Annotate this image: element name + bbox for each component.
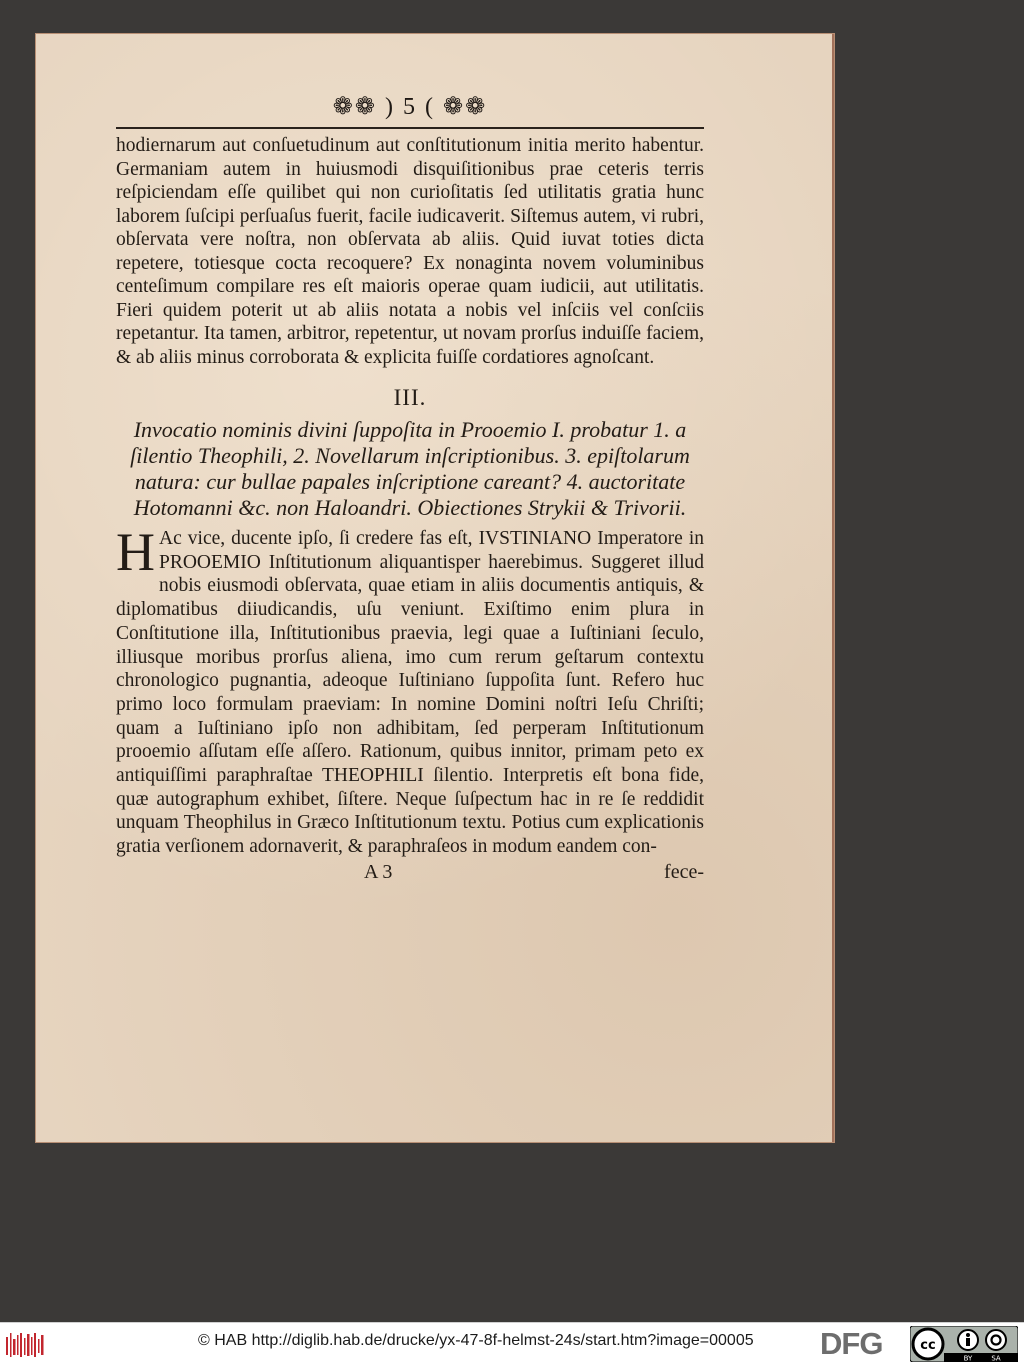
viewer-footer-bar [0, 1322, 1024, 1365]
section-heading: Invocatio nominis divini ſuppoſita in Prooemio I. probatur 1. a ſilentio Theophili, 2. Novellarum inſcriptionibus. 3. epiſtolarum natura: cur bullae papales inſcriptione careant? 4. auctoritate Hotomanni &c. non Haloandri. Obiectiones Strykii & Trivorii. [130, 417, 690, 520]
running-head [116, 92, 704, 126]
paragraph-1-text: hodiernarum aut conſuetudinum aut conſtitutionum initia merito habentur. Germaniam autem in huiusmodi disquiſitionibus prae ceteris terris reſpiciendam eſſe quilibet qui non curioſitatis ſed utilitatis gratia hunc laborem ſuſcipi perſuaſus fuerit, facile iudicaverit. Siſtemus autem, vi rubri, obſervata vere noſtra, non obſervata ab aliis. Quid iuvat toties dicta repetere, totiesque cocta recoquere? Ex nonaginta novem voluminibus centeſimum compilare res eſt maioris operae quam iudicii, aut utilitatis. Fieri quidem poterit ut ab aliis notata a nobis vel inſciis vel conſciis repetantur. Ita tamen, arbitror, repetentur, ut novam prorſus induiſſe faciem, & ab aliis minus corroborata & explicita fuiſſe cordatiores agnoſcant. [116, 135, 704, 368]
running-head-text: ❁❁ ) 5 ( ❁❁ [332, 94, 488, 120]
page-content [116, 92, 704, 885]
copyright-link[interactable]: © HAB http://diglib.hab.de/drucke/yx-47-8f-helmst-24s/start.htm?image=00005 [198, 1332, 754, 1349]
paragraph-1 [116, 134, 704, 369]
book-page [36, 34, 834, 1142]
cc-by-sa-icon[interactable] [910, 1326, 1018, 1362]
section-number: III. [393, 385, 427, 410]
page-footer [116, 861, 704, 885]
svg-text:BY: BY [963, 1354, 973, 1362]
svg-text:SA: SA [991, 1354, 1001, 1362]
paragraph-2-text: Ac vice, ducente ipſo, ſi credere fas eſt, IVSTINIANO Imperatore in PROOEMIO Inſtitutionum aliquantisper haerebimus. Suggeret illud nobis eiusmodi obſervata, quae etiam in aliis documentis antiquis, & diplomatibus diiudicandis, uſu veniunt. Exiſtimo enim plura in Conſtitutione illa, Inſtitutionibus praevia, legi quae a Iuſtiniani ſeculo, illiusque moribus prorſus aliena, imo cum rerum geſtarum contextu chronologico pugnantia, adeoque Iuſtiniano ſuppoſita ſunt. Refero huc primo loco formulam praeviam: In nomine Domini noſtri Ieſu Chriſti; quam a Iuſtiniano ipſo non adhibitam, ſed perperam Inſtitutionum prooemio aſſutam eſſe aſſero. Rationum, quibus innitor, primam peto ex antiquiſſimi paraphraſtae THEOPHILI ſilentio. Interpretis eſt bona fide, quæ autographum exhibet, ſiſtere. Neque ſuſpectum hac in re ſe reddidit unquam Theophilus in Græco Inſtitutionum textu. Potius cum explicationis gratia verſionem adornaverit, & paraphraſeos in modum eandem con- [116, 528, 704, 858]
catchword: fece- [664, 860, 704, 883]
dfg-logo: DFG [820, 1326, 883, 1361]
barcode-logo-icon [6, 1333, 46, 1357]
drop-cap: H [116, 522, 155, 582]
signature-mark: A 3 [364, 860, 393, 883]
svg-text:cc: cc [920, 1338, 936, 1353]
header-rule [116, 127, 704, 129]
paragraph-2 [116, 522, 704, 859]
